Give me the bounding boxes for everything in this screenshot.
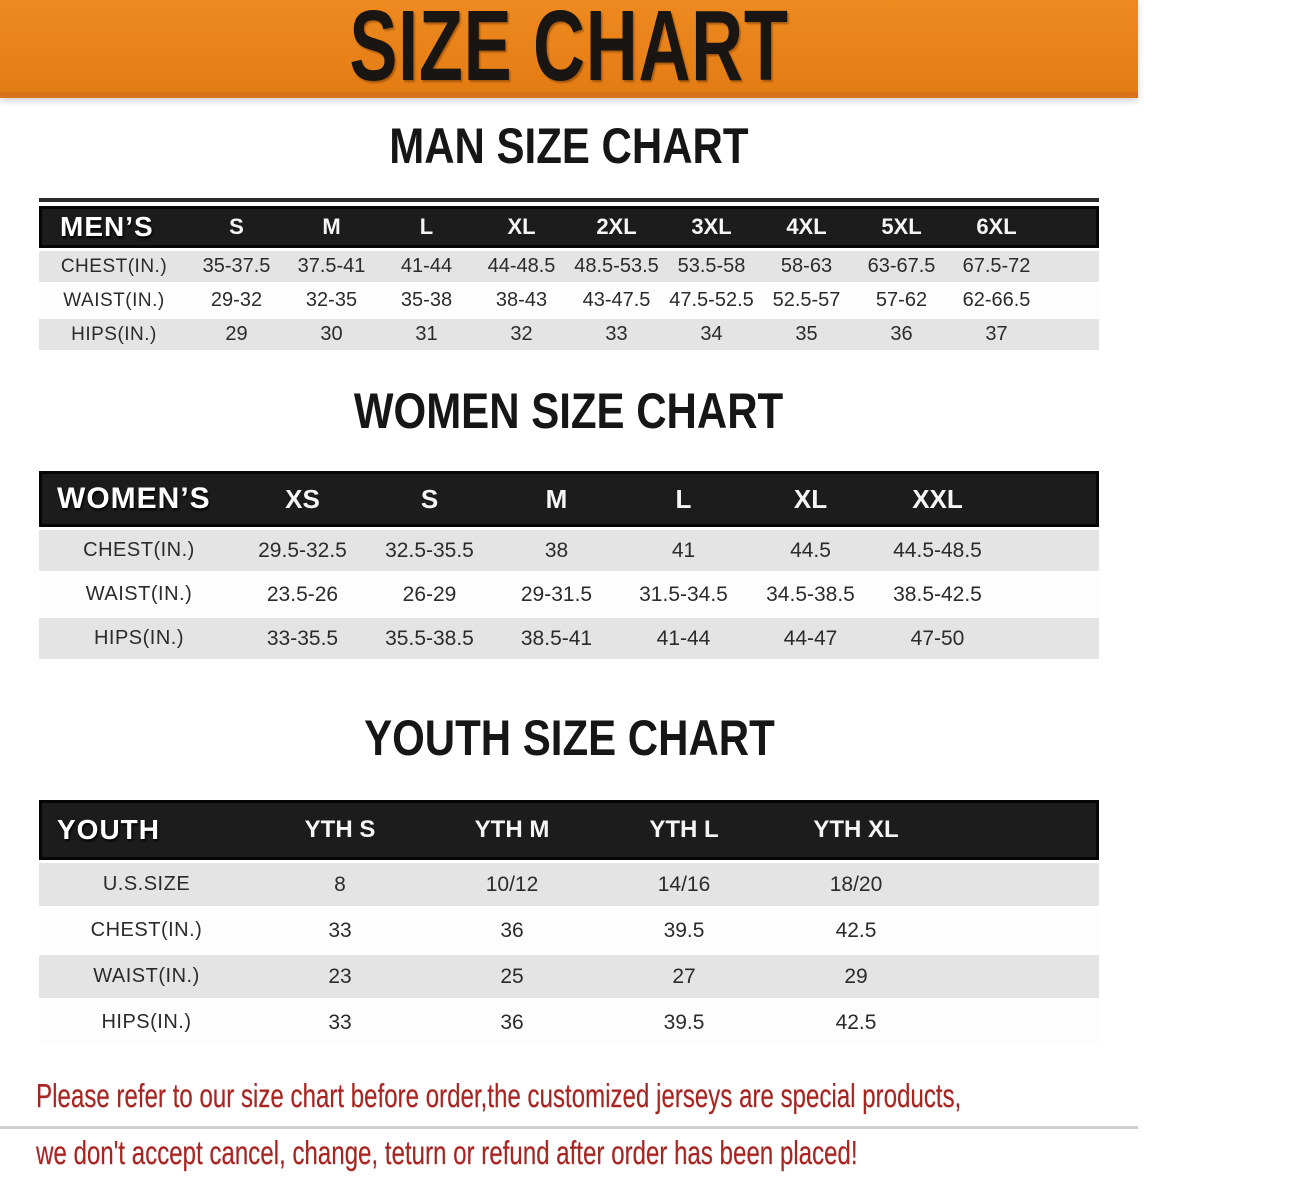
notice-line-1: Please refer to our size chart before order,the customized jerseys are special products, <box>36 1077 962 1114</box>
size-cell: 38 <box>493 530 620 571</box>
table-row <box>39 251 1099 282</box>
men-size-table-wrap <box>39 198 1099 353</box>
size-cell: 63-67.5 <box>854 251 949 282</box>
size-cell: 38-43 <box>474 285 569 316</box>
youth-heading-text: YOUTH SIZE CHART <box>363 710 775 766</box>
spacer-cell <box>1044 285 1099 316</box>
youth-size-table-wrap <box>39 797 1099 1047</box>
size-column-header: XL <box>474 206 569 248</box>
men-size-table <box>39 203 1099 353</box>
size-cell: 41-44 <box>620 618 747 659</box>
spacer-cell <box>1001 574 1099 615</box>
size-cell: 10/12 <box>426 863 598 906</box>
size-cell: 41-44 <box>379 251 474 282</box>
size-cell: 35 <box>759 319 854 350</box>
size-cell: 52.5-57 <box>759 285 854 316</box>
youth-header-row <box>39 800 1099 860</box>
size-cell: 34 <box>664 319 759 350</box>
size-column-header: M <box>284 206 379 248</box>
size-cell: 36 <box>426 909 598 952</box>
size-cell: 47-50 <box>874 618 1001 659</box>
size-cell: 38.5-42.5 <box>874 574 1001 615</box>
size-cell: 29.5-32.5 <box>239 530 366 571</box>
men-header-row <box>39 206 1099 248</box>
size-cell: 31.5-34.5 <box>620 574 747 615</box>
row-label: WAIST(IN.) <box>39 574 239 615</box>
size-cell: 62-66.5 <box>949 285 1044 316</box>
women-heading-text: WOMEN SIZE CHART <box>354 383 784 439</box>
size-cell: 39.5 <box>598 909 770 952</box>
women-section-heading <box>0 383 1138 443</box>
size-column-header: M <box>493 471 620 527</box>
size-cell: 27 <box>598 955 770 998</box>
size-column-header: YTH S <box>254 800 426 860</box>
table-row <box>39 1001 1099 1044</box>
size-cell: 35-38 <box>379 285 474 316</box>
banner-title: SIZE CHART <box>349 0 789 102</box>
size-column-header: 5XL <box>854 206 949 248</box>
women-group-label: WOMEN’S <box>39 471 239 527</box>
size-cell: 39.5 <box>598 1001 770 1044</box>
size-column-header: 6XL <box>949 206 1044 248</box>
size-cell: 33-35.5 <box>239 618 366 659</box>
size-column-header: 2XL <box>569 206 664 248</box>
row-label: HIPS(IN.) <box>39 618 239 659</box>
size-cell: 32 <box>474 319 569 350</box>
women-size-table <box>39 468 1099 662</box>
size-cell: 8 <box>254 863 426 906</box>
size-cell: 30 <box>284 319 379 350</box>
size-cell: 47.5-52.5 <box>664 285 759 316</box>
size-column-header: XXL <box>874 471 1001 527</box>
size-cell: 36 <box>426 1001 598 1044</box>
size-cell: 67.5-72 <box>949 251 1044 282</box>
size-cell: 44.5 <box>747 530 874 571</box>
men-group-label: MEN’S <box>39 206 189 248</box>
size-cell: 32.5-35.5 <box>366 530 493 571</box>
size-cell: 18/20 <box>770 863 942 906</box>
size-cell: 26-29 <box>366 574 493 615</box>
spacer-cell <box>942 955 1099 998</box>
table-row <box>39 285 1099 316</box>
size-cell: 58-63 <box>759 251 854 282</box>
size-cell: 44-48.5 <box>474 251 569 282</box>
row-label: CHEST(IN.) <box>39 530 239 571</box>
size-column-header: L <box>379 206 474 248</box>
size-cell: 42.5 <box>770 1001 942 1044</box>
size-cell: 25 <box>426 955 598 998</box>
size-column-header: 4XL <box>759 206 854 248</box>
women-header-row <box>39 471 1099 527</box>
size-cell: 29-31.5 <box>493 574 620 615</box>
spacer-cell <box>1044 251 1099 282</box>
size-cell: 33 <box>569 319 664 350</box>
size-column-header: XS <box>239 471 366 527</box>
men-heading-text: MAN SIZE CHART <box>389 118 749 174</box>
size-cell: 53.5-58 <box>664 251 759 282</box>
spacer-cell <box>1001 471 1099 527</box>
size-column-header: YTH L <box>598 800 770 860</box>
spacer-cell <box>1001 530 1099 571</box>
size-cell: 44.5-48.5 <box>874 530 1001 571</box>
table-row <box>39 618 1099 659</box>
size-cell: 41 <box>620 530 747 571</box>
youth-size-table <box>39 797 1099 1047</box>
row-label: CHEST(IN.) <box>39 251 189 282</box>
spacer-cell <box>1001 618 1099 659</box>
size-cell: 48.5-53.5 <box>569 251 664 282</box>
row-label: HIPS(IN.) <box>39 1001 254 1044</box>
size-cell: 29 <box>189 319 284 350</box>
table-row <box>39 530 1099 571</box>
youth-group-label: YOUTH <box>39 800 254 860</box>
size-cell: 37.5-41 <box>284 251 379 282</box>
men-section-heading <box>0 118 1138 178</box>
spacer-cell <box>942 863 1099 906</box>
size-cell: 36 <box>854 319 949 350</box>
size-cell: 32-35 <box>284 285 379 316</box>
size-column-header: S <box>366 471 493 527</box>
row-label: WAIST(IN.) <box>39 955 254 998</box>
size-column-header: XL <box>747 471 874 527</box>
spacer-cell <box>942 800 1099 860</box>
size-cell: 33 <box>254 1001 426 1044</box>
size-cell: 29-32 <box>189 285 284 316</box>
size-cell: 42.5 <box>770 909 942 952</box>
notice-line-2: we don't accept cancel, change, teturn or refund after order has been placed! <box>36 1134 858 1171</box>
size-cell: 23.5-26 <box>239 574 366 615</box>
row-label: CHEST(IN.) <box>39 909 254 952</box>
size-cell: 23 <box>254 955 426 998</box>
size-cell: 31 <box>379 319 474 350</box>
size-column-header: YTH M <box>426 800 598 860</box>
size-cell: 37 <box>949 319 1044 350</box>
banner <box>0 0 1138 102</box>
table-row <box>39 909 1099 952</box>
size-cell: 57-62 <box>854 285 949 316</box>
size-cell: 38.5-41 <box>493 618 620 659</box>
size-column-header: YTH XL <box>770 800 942 860</box>
row-label: HIPS(IN.) <box>39 319 189 350</box>
bottom-divider <box>0 1126 1138 1129</box>
table-row <box>39 319 1099 350</box>
spacer-cell <box>1044 206 1099 248</box>
size-cell: 43-47.5 <box>569 285 664 316</box>
row-label: U.S.SIZE <box>39 863 254 906</box>
spacer-cell <box>942 1001 1099 1044</box>
spacer-cell <box>942 909 1099 952</box>
row-label: WAIST(IN.) <box>39 285 189 316</box>
size-column-header: S <box>189 206 284 248</box>
table-row <box>39 863 1099 906</box>
size-cell: 14/16 <box>598 863 770 906</box>
size-column-header: 3XL <box>664 206 759 248</box>
size-cell: 44-47 <box>747 618 874 659</box>
size-cell: 35-37.5 <box>189 251 284 282</box>
size-cell: 29 <box>770 955 942 998</box>
women-size-table-wrap <box>39 468 1099 662</box>
table-row <box>39 574 1099 615</box>
table-row <box>39 955 1099 998</box>
size-cell: 35.5-38.5 <box>366 618 493 659</box>
size-cell: 34.5-38.5 <box>747 574 874 615</box>
spacer-cell <box>1044 319 1099 350</box>
size-column-header: L <box>620 471 747 527</box>
youth-section-heading <box>0 710 1138 770</box>
size-cell: 33 <box>254 909 426 952</box>
